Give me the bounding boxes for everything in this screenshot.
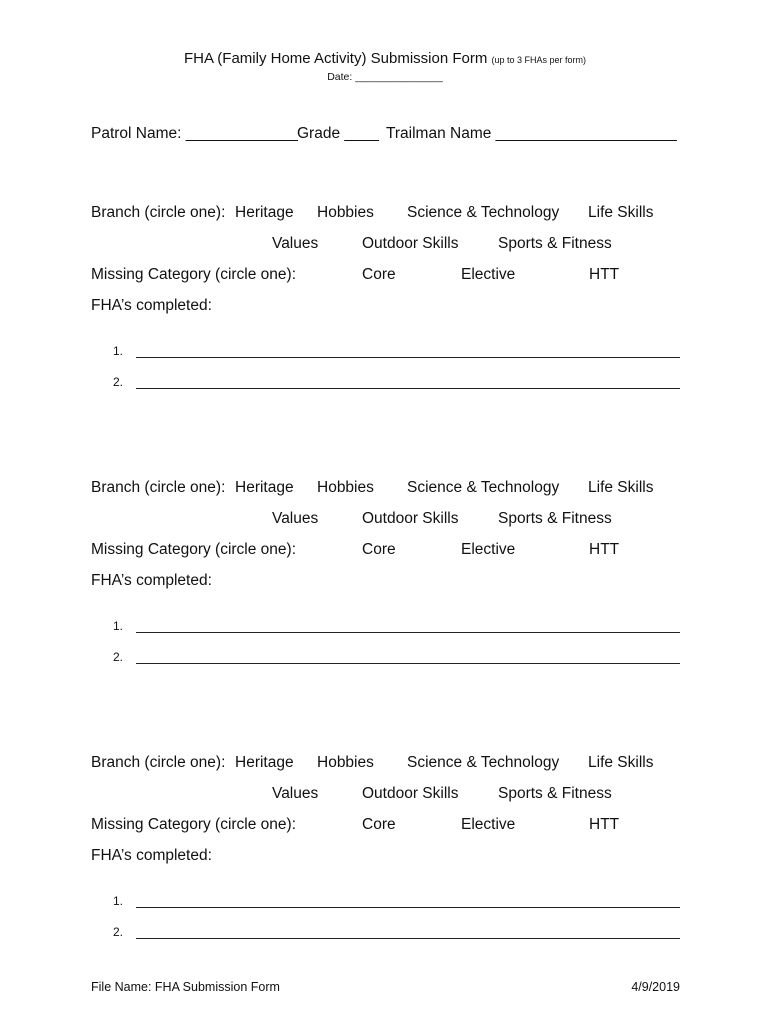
footer-date: 4/9/2019 — [631, 980, 680, 994]
category-option-elective[interactable]: Elective — [461, 266, 516, 283]
branch-option-values[interactable]: Values — [272, 235, 319, 252]
branch-option-life-skills[interactable]: Life Skills — [588, 204, 654, 221]
branch-label: Branch (circle one): — [91, 204, 226, 221]
entry-number: 1. — [113, 344, 124, 358]
branch-option-values[interactable]: Values — [272, 510, 319, 527]
branch-option-heritage[interactable]: Heritage — [235, 479, 294, 496]
missing-category-label: Missing Category (circle one): — [91, 266, 297, 283]
branch-option-hobbies[interactable]: Hobbies — [317, 479, 374, 496]
branch-option-sports-fitness[interactable]: Sports & Fitness — [498, 785, 612, 802]
branch-option-heritage[interactable]: Heritage — [235, 754, 294, 771]
entry-line-2[interactable] — [136, 938, 680, 939]
entry-line-1[interactable] — [136, 357, 680, 358]
patrol-name-field[interactable]: Patrol Name: _____________ — [91, 125, 298, 142]
fha-section-3 — [0, 754, 770, 994]
trailman-name-field[interactable]: Trailman Name _____________________ — [386, 125, 677, 142]
branch-option-hobbies[interactable]: Hobbies — [317, 204, 374, 221]
category-option-core[interactable]: Core — [362, 816, 396, 833]
fha-completed-label: FHA’s completed: — [91, 847, 212, 864]
entry-number: 1. — [113, 894, 124, 908]
fha-completed-label: FHA’s completed: — [91, 572, 212, 589]
entry-line-1[interactable] — [136, 632, 680, 633]
branch-option-hobbies[interactable]: Hobbies — [317, 754, 374, 771]
category-option-core[interactable]: Core — [362, 266, 396, 283]
category-option-core[interactable]: Core — [362, 541, 396, 558]
entry-number: 2. — [113, 925, 124, 939]
missing-category-label: Missing Category (circle one): — [91, 816, 297, 833]
entry-line-1[interactable] — [136, 907, 680, 908]
entry-line-2[interactable] — [136, 388, 680, 389]
entry-line-2[interactable] — [136, 663, 680, 664]
branch-option-outdoor-skills[interactable]: Outdoor Skills — [362, 785, 459, 802]
branch-option-science-technology[interactable]: Science & Technology — [407, 479, 560, 496]
fha-completed-label: FHA’s completed: — [91, 297, 212, 314]
branch-option-life-skills[interactable]: Life Skills — [588, 479, 654, 496]
form-title-text: FHA (Family Home Activity) Submission Form — [183, 50, 488, 67]
branch-option-outdoor-skills[interactable]: Outdoor Skills — [362, 510, 459, 527]
branch-option-science-technology[interactable]: Science & Technology — [407, 204, 560, 221]
branch-option-life-skills[interactable]: Life Skills — [588, 754, 654, 771]
form-title-note: (up to 3 FHAs per form) — [491, 55, 587, 65]
branch-option-sports-fitness[interactable]: Sports & Fitness — [498, 235, 612, 252]
footer-file-name: File Name: FHA Submission Form — [91, 980, 280, 994]
category-option-elective[interactable]: Elective — [461, 541, 516, 558]
category-option-elective[interactable]: Elective — [461, 816, 516, 833]
missing-category-label: Missing Category (circle one): — [91, 541, 297, 558]
branch-label: Branch (circle one): — [91, 754, 226, 771]
branch-option-science-technology[interactable]: Science & Technology — [407, 754, 560, 771]
category-option-htt[interactable]: HTT — [589, 266, 620, 283]
form-title — [0, 50, 770, 67]
grade-field[interactable]: Grade ____ — [297, 125, 379, 142]
branch-option-heritage[interactable]: Heritage — [235, 204, 294, 221]
entry-number: 2. — [113, 650, 124, 664]
branch-option-outdoor-skills[interactable]: Outdoor Skills — [362, 235, 459, 252]
category-option-htt[interactable]: HTT — [589, 541, 620, 558]
fha-section-1 — [0, 204, 770, 444]
branch-option-values[interactable]: Values — [272, 785, 319, 802]
date-field[interactable]: Date: _______________ — [327, 71, 443, 83]
entry-number: 1. — [113, 619, 124, 633]
branch-option-sports-fitness[interactable]: Sports & Fitness — [498, 510, 612, 527]
entry-number: 2. — [113, 375, 124, 389]
category-option-htt[interactable]: HTT — [589, 816, 620, 833]
branch-label: Branch (circle one): — [91, 479, 226, 496]
fha-section-2 — [0, 479, 770, 719]
